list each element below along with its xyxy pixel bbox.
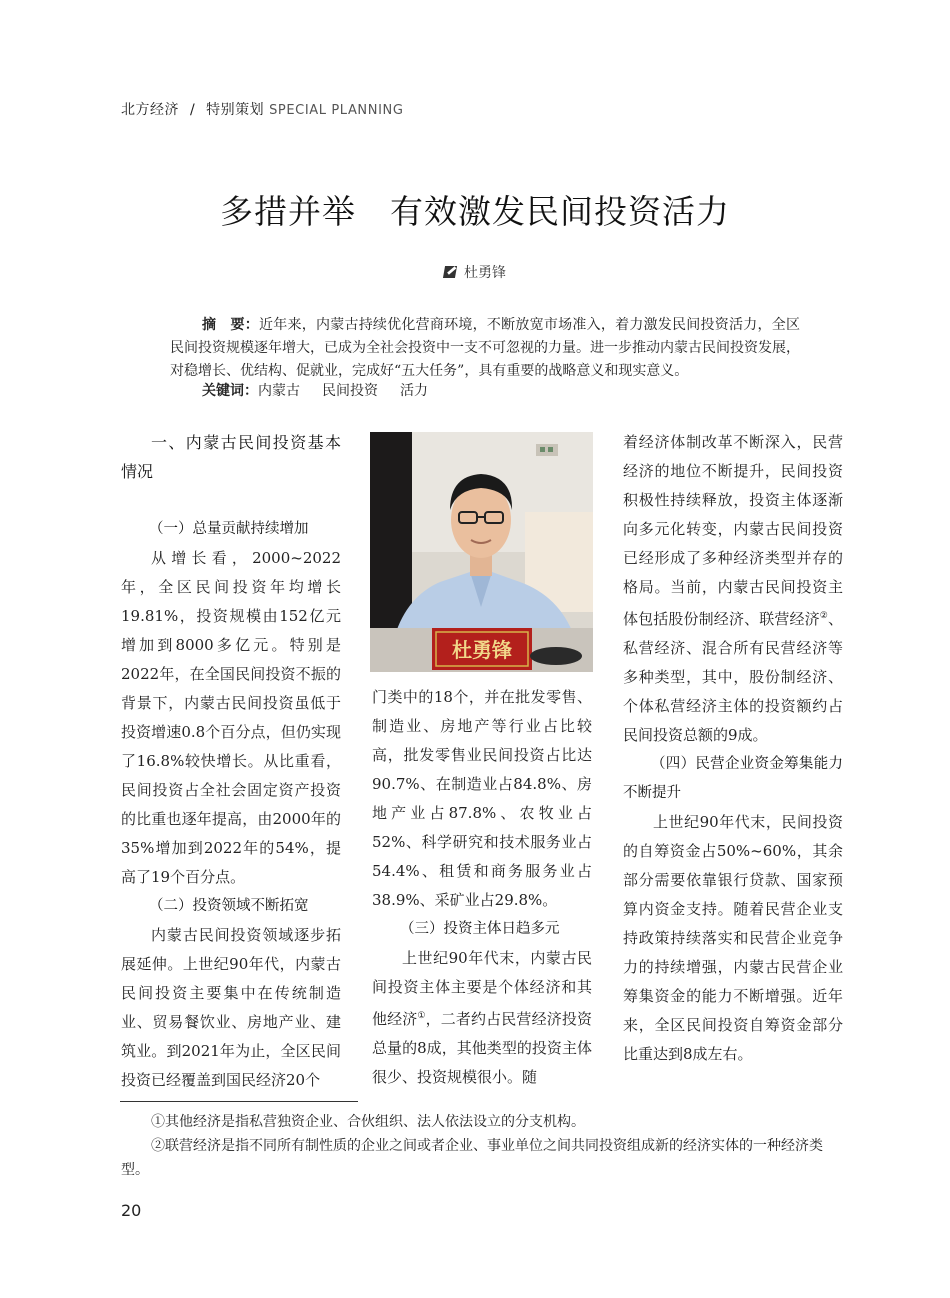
footnote: ①其他经济是指私营独资企业、合伙组织、法人依法设立的分支机构。 xyxy=(151,1114,585,1130)
article-title: 多措并举 有效激发民间投资活力 xyxy=(220,192,730,231)
abstract-label: 摘 要： xyxy=(202,317,259,333)
paragraph: 着经济体制改革不断深入，民营经济的地位不断提升，民间投资积极性持续释放，投资主体逐渐向多元化转变，内蒙古民间投资已经形成了多种经济类型并存的格局。当前，内蒙古民间投资主体包括股份制经济、联营经济②、私营经济、混合所有民营经济等多种类型，其中，股份制经济、个体私营经济主体的投资额约占民间投资总额的9成。 xyxy=(623,433,843,744)
keyword: 民间投资 xyxy=(322,383,378,399)
nameplate-text: 杜勇锋 xyxy=(452,638,512,662)
keyword: 内蒙古 xyxy=(258,383,300,399)
author-line xyxy=(0,262,950,282)
footnotes xyxy=(121,1110,843,1182)
subsection-heading: （三）投资主体日趋多元 xyxy=(400,921,560,937)
journal-name: 北方经济 xyxy=(121,102,179,118)
section-heading: 一、内蒙古民间投资基本情况 xyxy=(121,433,341,481)
footnote: ②联营经济是指不同所有制性质的企业之间或者企业、事业单位之间共同投资组成新的经济实体的一种经济类型。 xyxy=(121,1138,823,1178)
footnote-ref: ① xyxy=(417,1011,426,1021)
abstract-text: 近年来，内蒙古持续优化营商环境，不断放宽市场准入，着力激发民间投资活力，全区民间投资规模逐年增大，已成为全社会投资中一支不可忽视的力量。进一步推动内蒙古民间投资发展，对稳增长、优结构、促就业，完成好“五大任务”，具有重要的战略意义和现实意义。 xyxy=(170,317,801,379)
footnote-divider xyxy=(120,1101,358,1102)
page-number: 20 xyxy=(121,1201,142,1220)
subsection-heading: （四）民营企业资金筹集能力不断提升 xyxy=(623,756,843,801)
keyword: 活力 xyxy=(400,383,428,399)
paragraph: 上世纪90年代末，民间投资的自筹资金占50%~60%，其余部分需要依靠银行贷款、国家预算内资金支持。随着民营企业支持政策持续落实和民营企业竞争力的持续增强，内蒙古民营企业筹集资金的能力不断增强。近年来，全区民间投资自筹资金部分比重达到8成左右。 xyxy=(623,813,843,1063)
paragraph: 从增长看，2000~2022年，全区民间投资年均增长19.81%，投资规模由152亿元增加到8000多亿元。特别是2022年，在全国民间投资不振的背景下，内蒙古民间投资虽低于投资增速0.8个百分点，但仍实现了16.8%较快增长。从比重看，民间投资占全社会固定资产投资的比重也逐年提高，由2000年的35%增加到2022年的54%，提高了19个百分点。 xyxy=(121,549,341,886)
keywords xyxy=(202,380,428,400)
subsection-heading: （一）总量贡献持续增加 xyxy=(149,521,309,537)
portrait-illustration xyxy=(370,432,593,672)
section-name-en: SPECIAL PLANNING xyxy=(269,103,404,118)
subsection-heading: （二）投资领域不断拓宽 xyxy=(149,898,309,914)
author-name: 杜勇锋 xyxy=(464,265,506,281)
paragraph: 门类中的18个，并在批发零售、制造业、房地产等行业占比较高，批发零售业民间投资占比达90.7%、在制造业占84.8%、房地产业占87.8%、农牧业占52%、科学研究和技术服务业占54.4%、租赁和商务服务业占38.9%、采矿业占29.8%。 xyxy=(372,688,592,909)
paragraph: 内蒙古民间投资领域逐步拓展延伸。上世纪90年代，内蒙古民间投资主要集中在传统制造业、贸易餐饮业、房地产业、建筑业。到2021年为止，全区民间投资已经覆盖到国民经济20个 xyxy=(121,926,341,1089)
abstract xyxy=(170,314,800,383)
pen-icon xyxy=(443,266,457,278)
keywords-label: 关键词： xyxy=(202,383,258,399)
header-separator: / xyxy=(189,102,196,118)
body-column-2 xyxy=(372,683,592,1092)
author-photo xyxy=(370,432,593,672)
section-name: 特别策划 xyxy=(206,102,265,118)
footnote-ref: ② xyxy=(819,611,828,621)
body-column-3 xyxy=(623,428,843,1069)
body-column-1 xyxy=(121,428,341,1095)
paragraph: 上世纪90年代末，内蒙古民间投资主体主要是个体经济和其他经济①，二者约占民营经济投资总量的8成，其他类型的投资主体很少、投资规模很小。随 xyxy=(372,949,592,1086)
running-header xyxy=(121,99,404,119)
